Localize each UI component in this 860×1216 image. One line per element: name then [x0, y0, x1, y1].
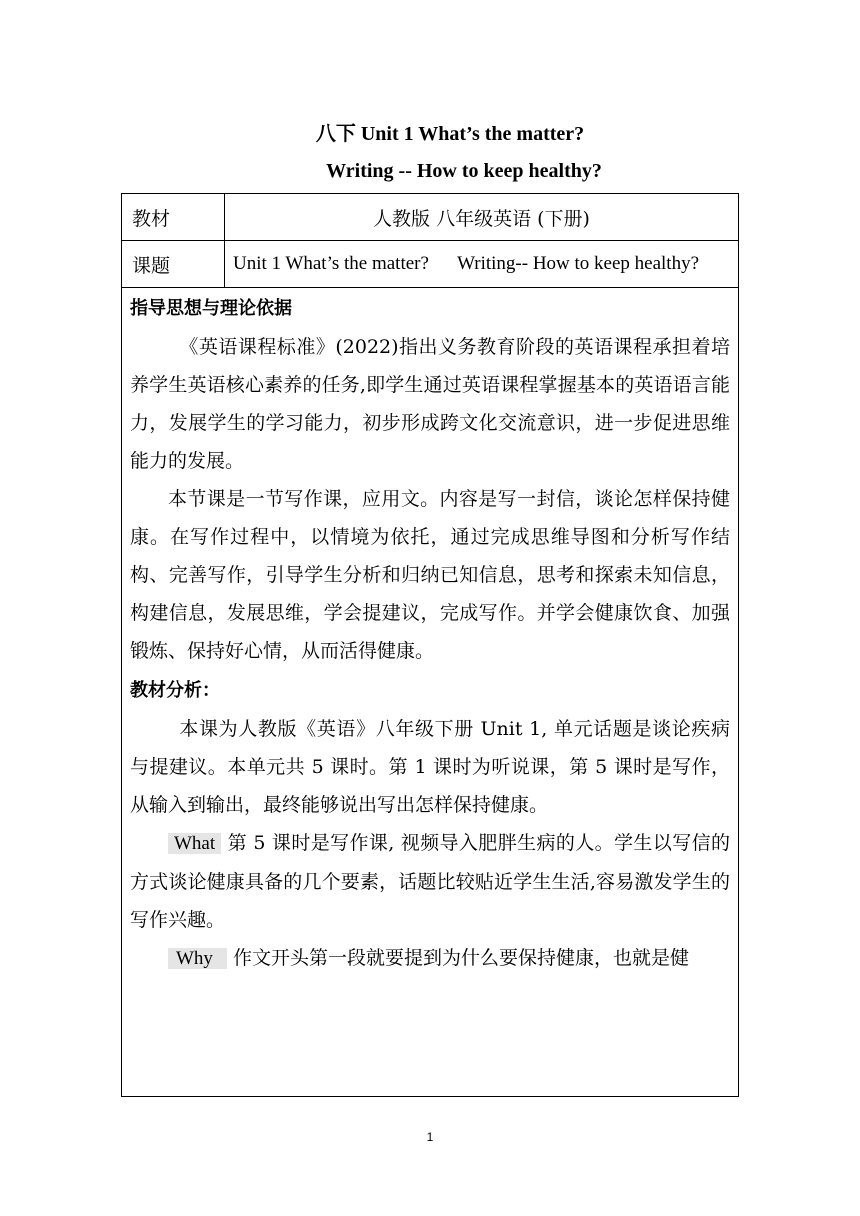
- document-title: 八下 Unit 1 What’s the matter?: [315, 123, 585, 145]
- why-text: 作文开头第一段就要提到为什么要保持健康，也就是健: [232, 947, 689, 969]
- page-number: 1: [426, 1130, 434, 1144]
- why-tag: Why: [168, 948, 227, 969]
- section-heading-textbook-analysis: 教材分析：: [130, 680, 220, 701]
- paragraph-why: [130, 939, 730, 978]
- paragraph: 本节课是一节写作课，应用文。内容是写一封信，谈论怎样保持健康。在写作过程中，以情境为依托，通过完成思维导图和分析写作结构、完善写作，引导学生分析和归纳已知信息，思考和探索未知信息，构建信息，发展思维，学会提建议，完成写作。并学会健康饮食、加强锻炼、保持好心情，从而活得健康。: [130, 488, 730, 662]
- row-label-textbook: 教材: [122, 194, 225, 241]
- paragraph: 本课为人教版《英语》八年级下册 Unit 1, 单元话题是谈论疾病与提建议。本单元共 5 课时。第 1 课时为听说课，第 5 课时是写作，从输入到输出，最终能够说出写出怎样保持健康。: [130, 718, 730, 816]
- row-label-topic: 课题: [122, 241, 225, 288]
- row-value-textbook: 人教版 八年级英语 (下册): [225, 194, 739, 241]
- lesson-plan-table: [121, 193, 739, 1097]
- paragraph: 《英语课程标准》(2022)指出义务教育阶段的英语课程承担着培养学生英语核心素养的任务,即学生通过英语课程掌握基本的英语语言能力，发展学生的学习能力，初步形成跨文化交流意识，进一步促进思维能力的发展。: [130, 336, 730, 472]
- paragraph-what: [130, 824, 730, 939]
- table-row: [122, 194, 739, 241]
- table-row: [122, 288, 739, 1097]
- row-value-topic: Unit 1 What’s the matter? Writing-- How to keep healthy?: [225, 241, 739, 288]
- what-text: 第 5 课时是写作课, 视频导入肥胖生病的人。学生以写信的方式谈论健康具备的几个要素，话题比较贴近学生生活,容易激发学生的写作兴趣。: [130, 832, 730, 931]
- content-body: [130, 290, 730, 978]
- content-cell: [122, 288, 739, 1097]
- document-subtitle: Writing -- How to keep healthy?: [326, 160, 602, 182]
- what-tag: What: [168, 833, 221, 854]
- table-row: [122, 241, 739, 288]
- section-heading-guiding-theory: 指导思想与理论依据: [130, 298, 292, 319]
